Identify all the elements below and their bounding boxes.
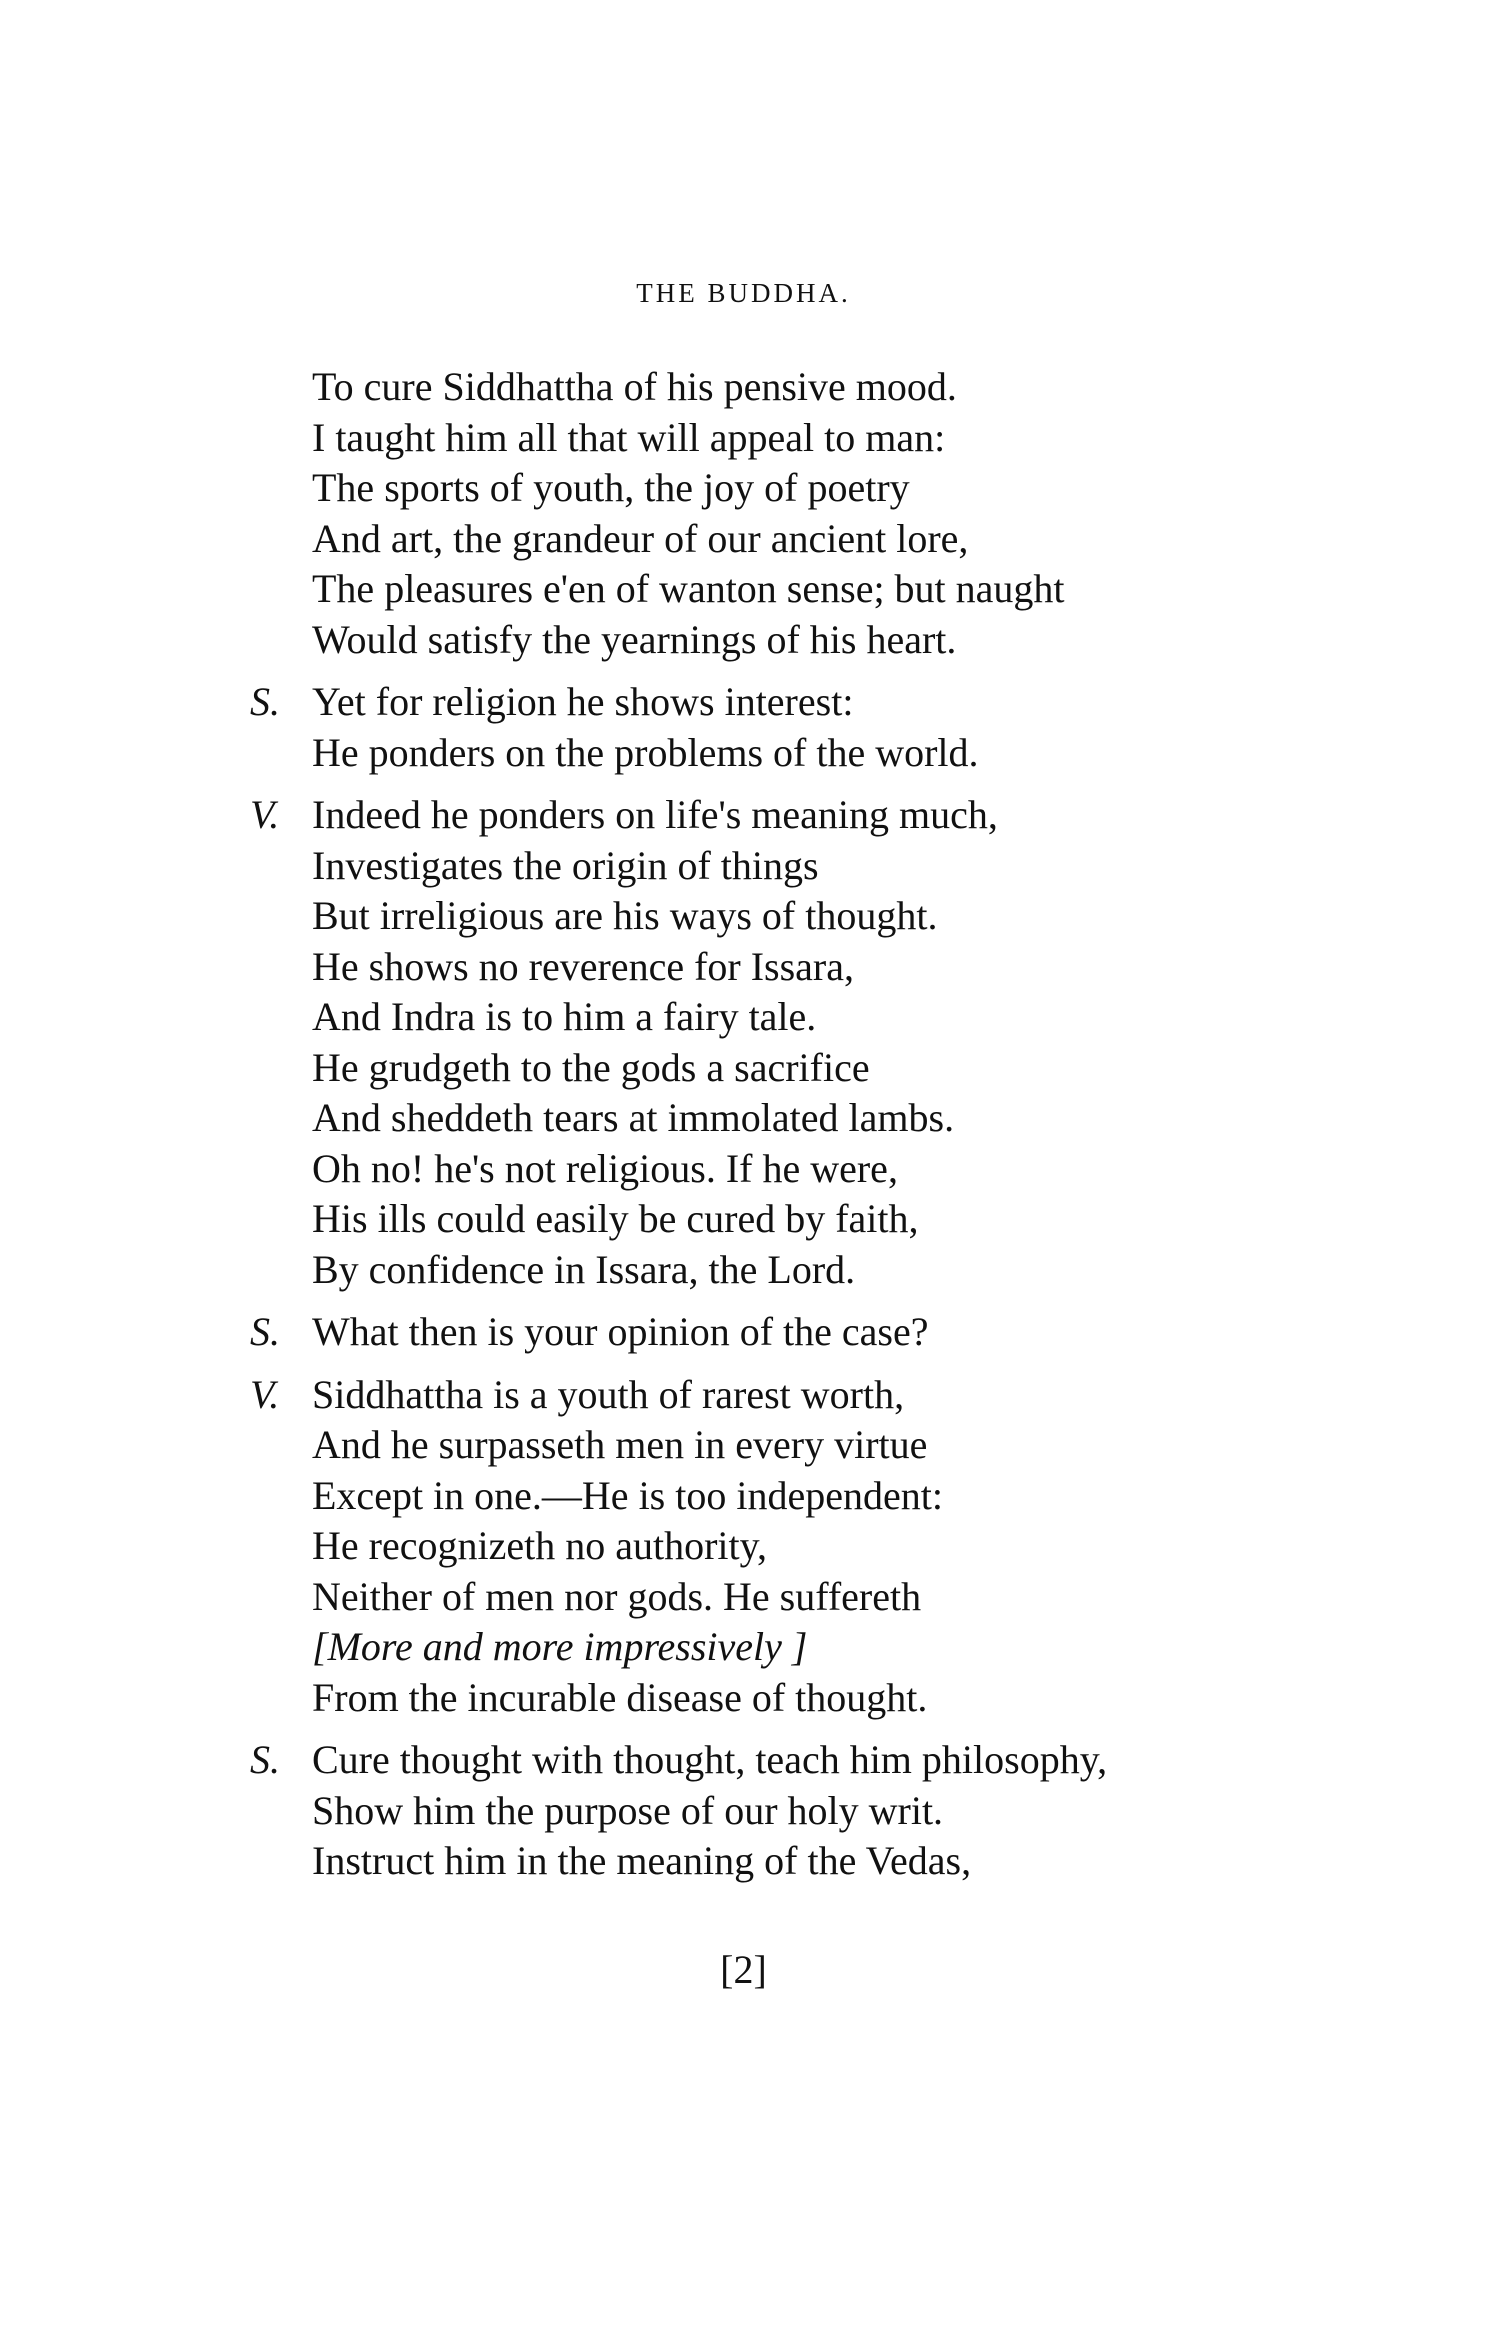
line-text: Would satisfy the yearnings of his heart. — [312, 616, 957, 662]
speaker-label: V. — [250, 1371, 280, 1417]
line-text: The sports of youth, the joy of poetry — [312, 465, 910, 510]
line-text: Siddhattha is a youth of rarest worth, — [312, 1371, 905, 1417]
verse-line — [250, 1420, 1300, 1471]
verse-line — [250, 1093, 1300, 1144]
line-text: From the incurable disease of thought. — [312, 1674, 928, 1720]
line-text: Instruct him in the meaning of the Vedas, — [312, 1838, 972, 1883]
verse-line — [250, 362, 1300, 413]
line-text: But irreligious are his ways of thought. — [312, 893, 938, 938]
verse-line — [250, 992, 1300, 1043]
verse-line — [250, 1521, 1300, 1572]
line-text: He grudgeth to the gods a sacrifice — [312, 1044, 870, 1090]
line-text: He recognizeth no authority, — [312, 1523, 768, 1568]
verse-line — [250, 413, 1300, 464]
verse-line — [250, 790, 1300, 841]
line-text: What then is your opinion of the case? — [312, 1309, 929, 1354]
speaker-label: S. — [250, 679, 280, 724]
verse-line — [250, 1144, 1300, 1195]
stanza — [250, 677, 1300, 778]
dialogue-text — [250, 362, 1300, 1899]
speaker-label: S. — [250, 1309, 280, 1354]
line-text: Show him the purpose of our holy writ. — [312, 1787, 944, 1833]
stanza — [250, 1307, 1300, 1358]
running-head: THE BUDDHA. — [636, 278, 851, 308]
stanza — [250, 1735, 1300, 1887]
verse-line — [250, 841, 1300, 892]
speaker-label: S. — [250, 1737, 280, 1782]
verse-line — [250, 1370, 1300, 1421]
line-text: And Indra is to him a fairy tale. — [312, 994, 817, 1039]
stanza — [250, 362, 1300, 665]
verse-line — [250, 1786, 1300, 1837]
line-text: The pleasures e'en of wanton sense; but naught — [312, 566, 1065, 611]
stanza — [250, 1370, 1300, 1724]
verse-line — [250, 1307, 1300, 1358]
line-text: He ponders on the problems of the world. — [312, 729, 979, 775]
verse-line — [250, 728, 1300, 779]
line-text: And he surpasseth men in every virtue — [312, 1422, 928, 1467]
line-text: By confidence in Issara, the Lord. — [312, 1246, 856, 1292]
line-text: To cure Siddhattha of his pensive mood. — [312, 364, 957, 409]
line-text: And art, the grandeur of our ancient lore, — [312, 515, 969, 561]
verse-line — [250, 1245, 1300, 1296]
verse-line — [250, 1673, 1300, 1724]
stanza — [250, 790, 1300, 1295]
verse-line — [250, 1043, 1300, 1094]
line-text: Indeed he ponders on life's meaning much, — [312, 792, 998, 837]
verse-line — [250, 1622, 1300, 1673]
verse-line — [250, 1836, 1300, 1887]
line-text: Cure thought with thought, teach him philosophy, — [312, 1737, 1108, 1782]
line-text: Neither of men nor gods. He suffereth — [312, 1573, 922, 1619]
verse-line — [250, 677, 1300, 728]
speaker-label: V. — [250, 792, 280, 837]
line-text: Oh no! he's not religious. If he were, — [312, 1145, 898, 1191]
verse-line — [250, 891, 1300, 942]
verse-line — [250, 1735, 1300, 1786]
page-number: [2] — [720, 1947, 767, 1992]
verse-line — [250, 463, 1300, 514]
line-text: And sheddeth tears at immolated lambs. — [312, 1095, 955, 1140]
line-text: I taught him all that will appeal to man: — [312, 414, 946, 460]
verse-line — [250, 1194, 1300, 1245]
verse-line — [250, 514, 1300, 565]
verse-line — [250, 942, 1300, 993]
line-text: His ills could easily be cured by faith, — [312, 1196, 919, 1241]
line-text: He shows no reverence for Issara, — [312, 943, 854, 989]
verse-line — [250, 1471, 1300, 1522]
line-text: Except in one.—He is too independent: — [312, 1472, 943, 1518]
verse-line — [250, 615, 1300, 666]
verse-line — [250, 1572, 1300, 1623]
line-text: Investigates the origin of things — [312, 842, 819, 888]
stage-direction: [More and more impressively ] — [312, 1624, 808, 1669]
verse-line — [250, 564, 1300, 615]
line-text: Yet for religion he shows interest: — [312, 679, 854, 724]
